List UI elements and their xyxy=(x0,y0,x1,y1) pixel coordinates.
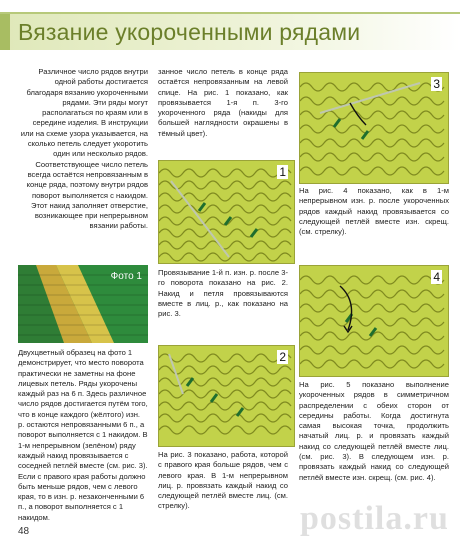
header-accent-bar xyxy=(0,14,10,50)
figure-1-number: 1 xyxy=(279,165,286,179)
figure-4-knit-illustration xyxy=(300,266,448,376)
col2-paragraph-1: занное число петель в конце ряда остаётся непровязанным на левой спице. На рис. 1 показано, как провязывается 1-я п. 3-го укороченного ряда (накиды для большей наглядности окрашены в тёмный цвет). xyxy=(158,67,288,138)
page-title: Вязание укороченными рядами xyxy=(18,19,361,45)
figure-2-number: 2 xyxy=(279,350,286,364)
figure-4-number: 4 xyxy=(433,270,440,284)
photo-1-label: Фото 1 xyxy=(110,271,142,282)
figure-2 xyxy=(158,345,295,447)
photo-description-paragraph: Двухцветный образец на фото 1 демонстрирует, что место поворота практически не заметны на фоне лицевых петель. Ряды укорочены каждый раз на 6 п. Здесь различное число рядов достигается путём того, что в конце каждого (жёлтого) изн. р. остаются непровязанными 6 п., а поворот выполняется с 1 накидом. В 1-м непрерывном (зелёном) ряду каждый накид провязывается с соседней петлёй вместе (см. рис. 3). Если с правого края работы должно быть меньше рядов, чем с левого края, то в изн. р. незаконченными 6 п., а поворот выполняется с 1 накидом. xyxy=(18,348,148,522)
col3-paragraph-1: На рис. 4 показано, как в 1-м непрерывном изн. р. после укороченных рядов каждый накид провязывается со следующей петлёй вместе изн. скрещ. (см. стрелку). xyxy=(299,186,449,237)
figure-3-knit-illustration xyxy=(300,73,448,183)
figure-3 xyxy=(299,72,449,184)
figure-1-knit-illustration xyxy=(159,161,294,263)
col3-paragraph-2: На рис. 5 показано выполнение укороченных рядов в симметричном распределении с обеих сторон от середины работы. Когда достигнута самая высокая точка, продолжить начатый лиц. р. и провязать каждый накид со следующей петлёй вместе лиц. (см. рис. 3). В следующем изн. р. провязать каждый накид со следующей петлёй вместе изн. скрещ. (см. рис. 4). xyxy=(299,380,449,482)
col2-paragraph-2: Провязывание 1-й п. изн. р. после 3-го поворота показано на рис. 2. Накид и петля провязываются вместе в лиц. р., как показано на рис. 3. xyxy=(158,268,288,319)
photo-1 xyxy=(18,265,148,343)
intro-paragraph: Различное число рядов внутри одной работы достигается благодаря вязанию укороченными рядами. Эти ряды могут располагаться по краям или в середине изделия. В инструкции или на схеме узора указывается, на сколько петель следует укоротить один или несколько рядов. Соответствующее число петель всегда остаётся непровязанным в конце ряда, поэтому внутри рядов поворот выполняется с накидом. Этот накид заполняет отверстие, возникающее при непрерывном вязании работы. xyxy=(20,67,148,231)
figure-3-number: 3 xyxy=(433,77,440,91)
figure-4 xyxy=(299,265,449,377)
col2-paragraph-3: На рис. 3 показано, работа, которой с правого края больше рядов, чем с левого края. В 1-м непрерывном лиц. р. провязать каждый накид со следующей петлёй вместе лиц. (см. стрелку). xyxy=(158,450,288,511)
figure-1 xyxy=(158,160,295,264)
figure-2-knit-illustration xyxy=(159,346,294,446)
watermark: postila.ru xyxy=(300,500,449,537)
page-number: 48 xyxy=(18,526,30,537)
header-band xyxy=(0,12,460,50)
